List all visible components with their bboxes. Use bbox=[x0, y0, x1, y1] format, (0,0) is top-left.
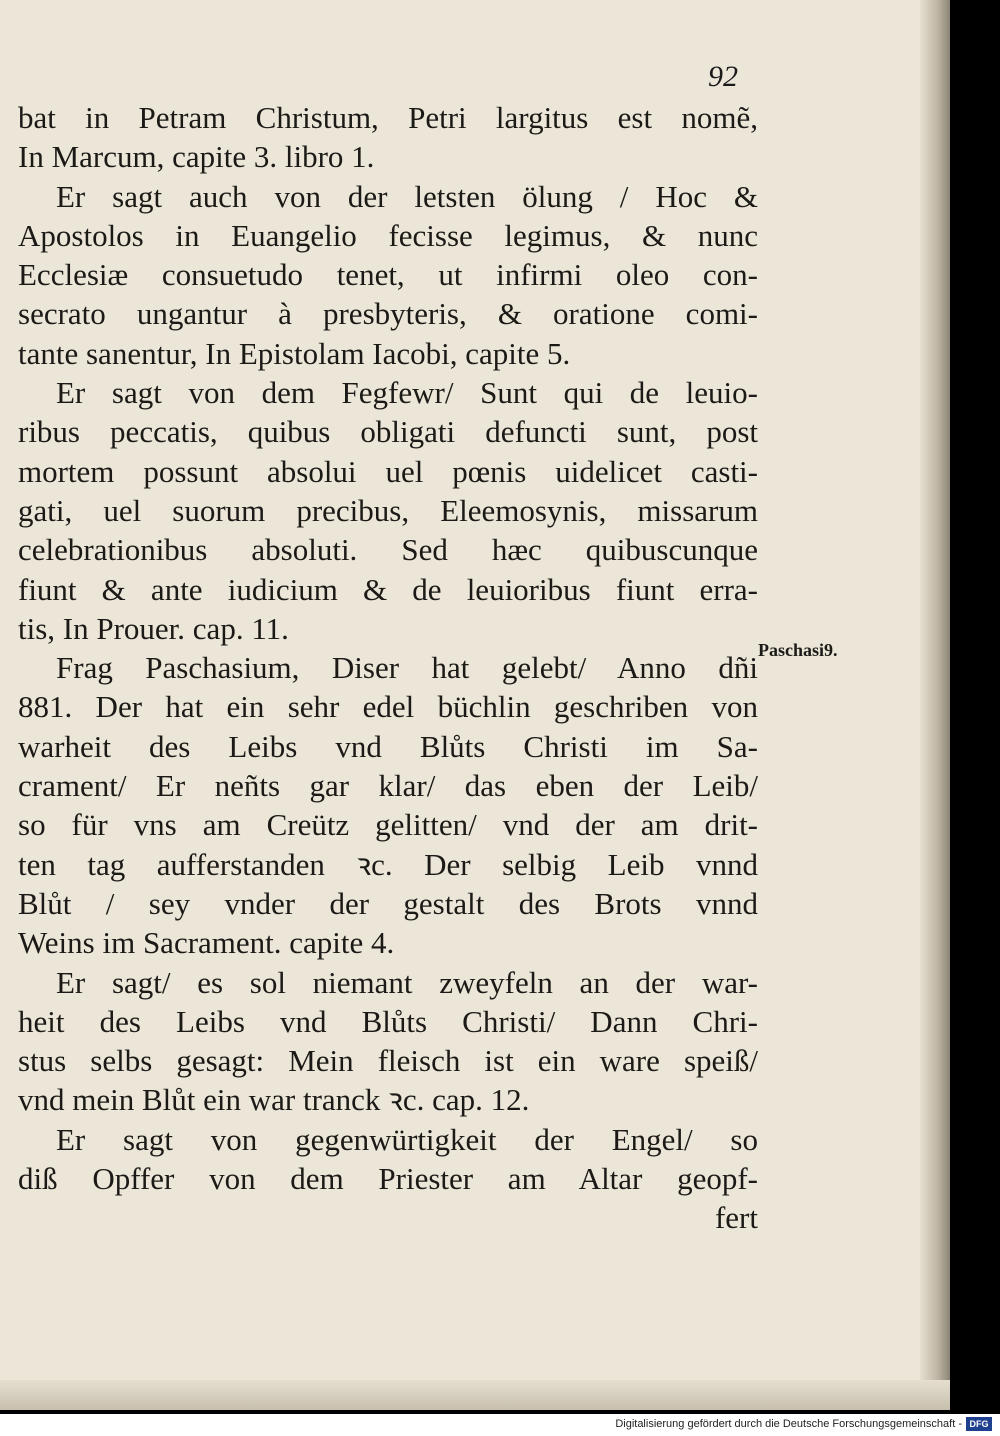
text-line: warheit des Leibs vnd Blůts Christi im Sa- bbox=[18, 728, 758, 764]
text-line: fiunt & ante iudicium & de leuioribus fiunt erra- bbox=[18, 571, 758, 607]
text-line: stus selbs gesagt: Mein fleisch ist ein ware speiß/ bbox=[18, 1043, 758, 1079]
text-line: Weins im Sacrament. capite 4. bbox=[18, 925, 395, 961]
text-line: In Marcum, capite 3. libro 1. bbox=[18, 139, 375, 175]
text-line: so für vns am Creütz gelitten/ vnd der am drit- bbox=[18, 807, 758, 843]
text-line: heit des Leibs vnd Blůts Christi/ Dann Chri- bbox=[18, 1003, 758, 1039]
text-line: diß Opffer von dem Priester am Altar geopf- bbox=[18, 1161, 758, 1197]
text-line: Er sagt von gegenwürtigkeit der Engel/ so bbox=[56, 1121, 758, 1157]
text-line: 881. Der hat ein sehr edel büchlin geschriben von bbox=[18, 689, 758, 725]
dfg-logo: DFG bbox=[966, 1417, 992, 1431]
text-line: celebrationibus absoluti. Sed hæc quibuscunque bbox=[18, 532, 758, 568]
text-line: ribus peccatis, quibus obligati defuncti sunt, post bbox=[18, 414, 758, 450]
text-line: Apostolos in Euangelio fecisse legimus, & nunc bbox=[18, 217, 758, 253]
catchword: fert bbox=[714, 1200, 758, 1236]
text-line: ten tag aufferstanden ꝛc. Der selbig Leib vnnd bbox=[18, 846, 758, 882]
text-block bbox=[18, 98, 758, 1238]
footer-credit: Digitalisierung gefördert durch die Deutsche Forschungsgemeinschaft - bbox=[615, 1418, 962, 1430]
text-line: gati, uel suorum precibus, Eleemosynis, missarum bbox=[18, 492, 758, 528]
text-line: vnd mein Blůt ein war tranck ꝛc. cap. 12. bbox=[18, 1082, 530, 1118]
text-line: secrato ungantur à presbyteris, & oratione comi- bbox=[18, 296, 758, 332]
page-edge-bottom bbox=[0, 1380, 950, 1410]
page-number: 92 bbox=[708, 60, 738, 93]
text-line: Frag Paschasium, Diser hat gelebt/ Anno dñi bbox=[56, 650, 758, 686]
text-line: mortem possunt absolui uel pœnis uidelicet casti- bbox=[18, 453, 758, 489]
text-line: tis, In Prouer. cap. 11. bbox=[18, 610, 289, 646]
text-line: Blůt / sey vnder der gestalt des Brots vnnd bbox=[18, 885, 758, 921]
text-line: crament/ Er neñts gar klar/ das eben der Leib/ bbox=[18, 768, 758, 804]
text-line: tante sanentur, In Epistolam Iacobi, capite 5. bbox=[18, 335, 571, 371]
margin-note: Paschasi9. bbox=[758, 640, 838, 660]
text-line: bat in Petram Christum, Petri largitus est nomẽ, bbox=[18, 100, 758, 135]
text-line: Er sagt/ es sol niemant zweyfeln an der war- bbox=[56, 964, 758, 1000]
text-line: Er sagt auch von der letsten ölung / Hoc & bbox=[56, 178, 758, 214]
text-line: Ecclesiæ consuetudo tenet, ut infirmi oleo con- bbox=[18, 257, 758, 293]
text-line: Er sagt von dem Fegfewr/ Sunt qui de leuio- bbox=[56, 375, 758, 411]
page-edge-right bbox=[920, 0, 950, 1410]
footer-bar bbox=[0, 1414, 1000, 1436]
